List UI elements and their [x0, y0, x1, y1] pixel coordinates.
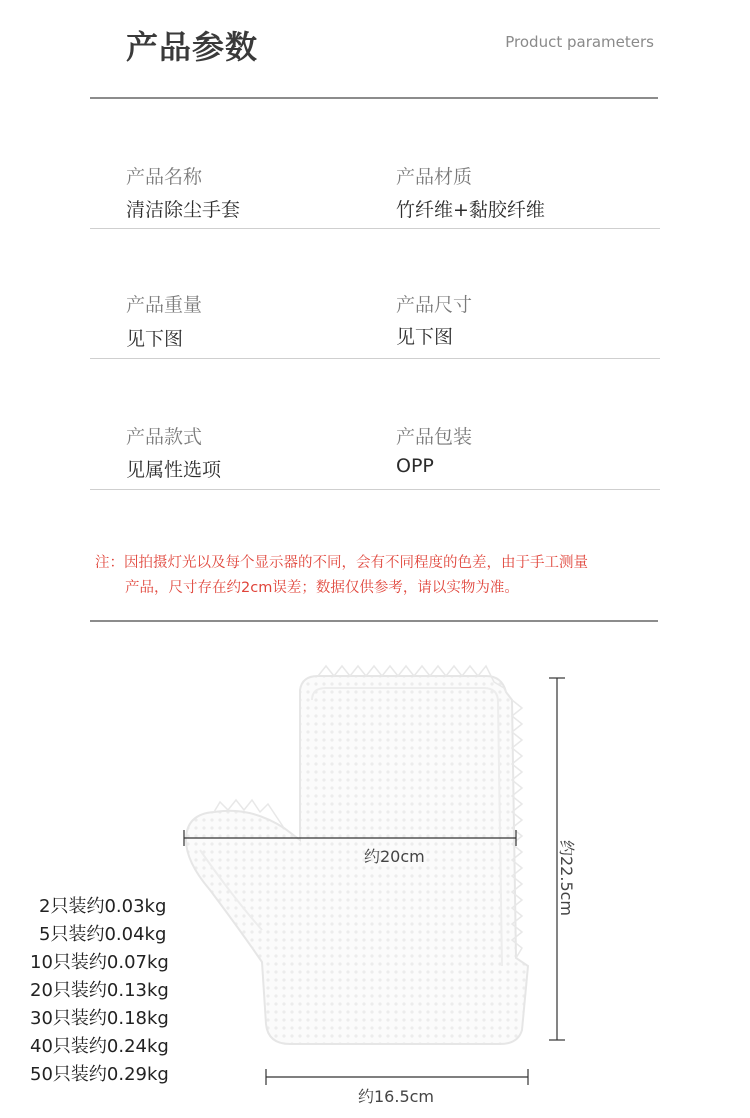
param-value-style: 见属性选项 — [126, 459, 222, 481]
weight-item: 40只装约0.24kg — [30, 1036, 169, 1057]
note-line-2: 产品，尺寸存在约2cm误差；数据仅供参考，请以实物为准。 — [125, 580, 519, 596]
page-title: 产品参数 — [126, 28, 259, 66]
bottom-width-dimension-label: 约16.5cm — [358, 1087, 435, 1106]
weight-item: 50只装约0.29kg — [30, 1064, 169, 1085]
note-line-1: 注：因拍摄灯光以及每个显示器的不同，会有不同程度的色差，由于手工测量 — [95, 555, 588, 571]
height-dimension-label: 约22.5cm — [557, 840, 576, 917]
row-divider — [90, 489, 660, 490]
param-label-size: 产品尺寸 — [396, 294, 473, 316]
param-value-material: 竹纤维+黏胶纤维 — [396, 199, 545, 221]
weight-item: 20只装约0.13kg — [30, 980, 169, 1001]
param-value-name: 清洁除尘手套 — [126, 199, 241, 221]
weight-item: 30只装约0.18kg — [30, 1008, 169, 1029]
bottom-width-dimension-line — [266, 1069, 528, 1085]
weight-item: 10只装约0.07kg — [30, 952, 169, 973]
page-subtitle: Product parameters — [505, 33, 654, 51]
weight-item: 5只装约0.04kg — [39, 924, 167, 945]
header-divider — [90, 97, 658, 99]
weight-item: 2只装约0.03kg — [39, 896, 167, 917]
param-label-style: 产品款式 — [126, 426, 203, 448]
weight-list — [30, 893, 169, 1089]
note-divider — [90, 620, 658, 622]
width-dimension-label: 约20cm — [364, 847, 425, 866]
param-label-weight: 产品重量 — [126, 294, 203, 316]
param-label-material: 产品材质 — [396, 166, 473, 188]
row-divider — [90, 358, 660, 359]
param-label-package: 产品包装 — [396, 426, 473, 448]
param-value-weight: 见下图 — [126, 328, 184, 350]
row-divider — [90, 228, 660, 229]
param-value-package: OPP — [396, 455, 434, 477]
param-value-size: 见下图 — [396, 326, 454, 348]
disclaimer-note — [95, 551, 665, 601]
param-label-name: 产品名称 — [126, 166, 203, 188]
glove-image — [186, 676, 528, 1044]
